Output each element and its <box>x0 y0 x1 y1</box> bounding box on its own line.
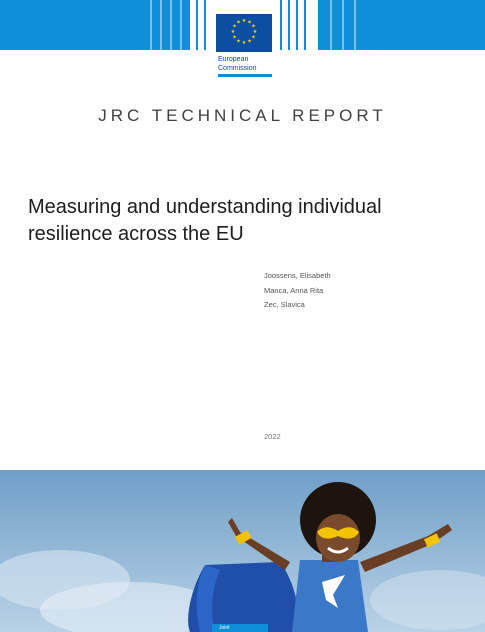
report-type: JRC TECHNICAL REPORT <box>98 106 387 125</box>
jrc-tag-label: Joint <box>219 625 230 631</box>
author-name: Manca, Anna Rita <box>264 285 324 295</box>
banner-stripe <box>170 0 172 50</box>
svg-text:★: ★ <box>230 29 236 35</box>
svg-text:★: ★ <box>236 38 241 45</box>
logo-stripe <box>288 0 290 50</box>
logo-stripe <box>304 0 306 50</box>
banner-stripe <box>180 0 182 50</box>
logo-stripe <box>296 0 298 50</box>
superhero-child-illustration <box>0 470 485 632</box>
svg-text:★: ★ <box>251 34 256 41</box>
svg-text:★: ★ <box>236 19 241 26</box>
banner-stripe <box>160 0 162 50</box>
logo-stripe <box>280 0 282 50</box>
logo-stripe <box>196 0 198 50</box>
author-name: Zec, Slavica <box>264 300 305 309</box>
banner-stripe <box>150 0 152 50</box>
logo-underline <box>218 74 272 77</box>
svg-text:★: ★ <box>247 19 252 26</box>
author-name: Joossens, Elisabeth <box>264 271 331 280</box>
svg-text:★: ★ <box>251 23 256 30</box>
author-list <box>264 269 331 313</box>
eu-flag-logo <box>216 14 272 52</box>
eu-stars-icon <box>216 14 272 52</box>
banner-stripe <box>330 0 332 50</box>
svg-text:★: ★ <box>241 40 247 46</box>
jrc-tag <box>212 624 268 632</box>
report-title: Measuring and understanding individual resilience across the EU <box>28 196 382 245</box>
cover-photo <box>0 470 485 632</box>
logo-stripe <box>204 0 206 50</box>
banner-stripe <box>342 0 344 50</box>
publication-year: 2022 <box>264 432 281 441</box>
svg-text:★: ★ <box>252 29 258 35</box>
svg-text:★: ★ <box>247 38 252 45</box>
svg-text:★: ★ <box>241 18 247 24</box>
svg-text:★: ★ <box>232 23 237 30</box>
institution-name: European Commission <box>218 56 257 72</box>
banner-stripe <box>354 0 356 50</box>
svg-text:★: ★ <box>232 34 237 41</box>
